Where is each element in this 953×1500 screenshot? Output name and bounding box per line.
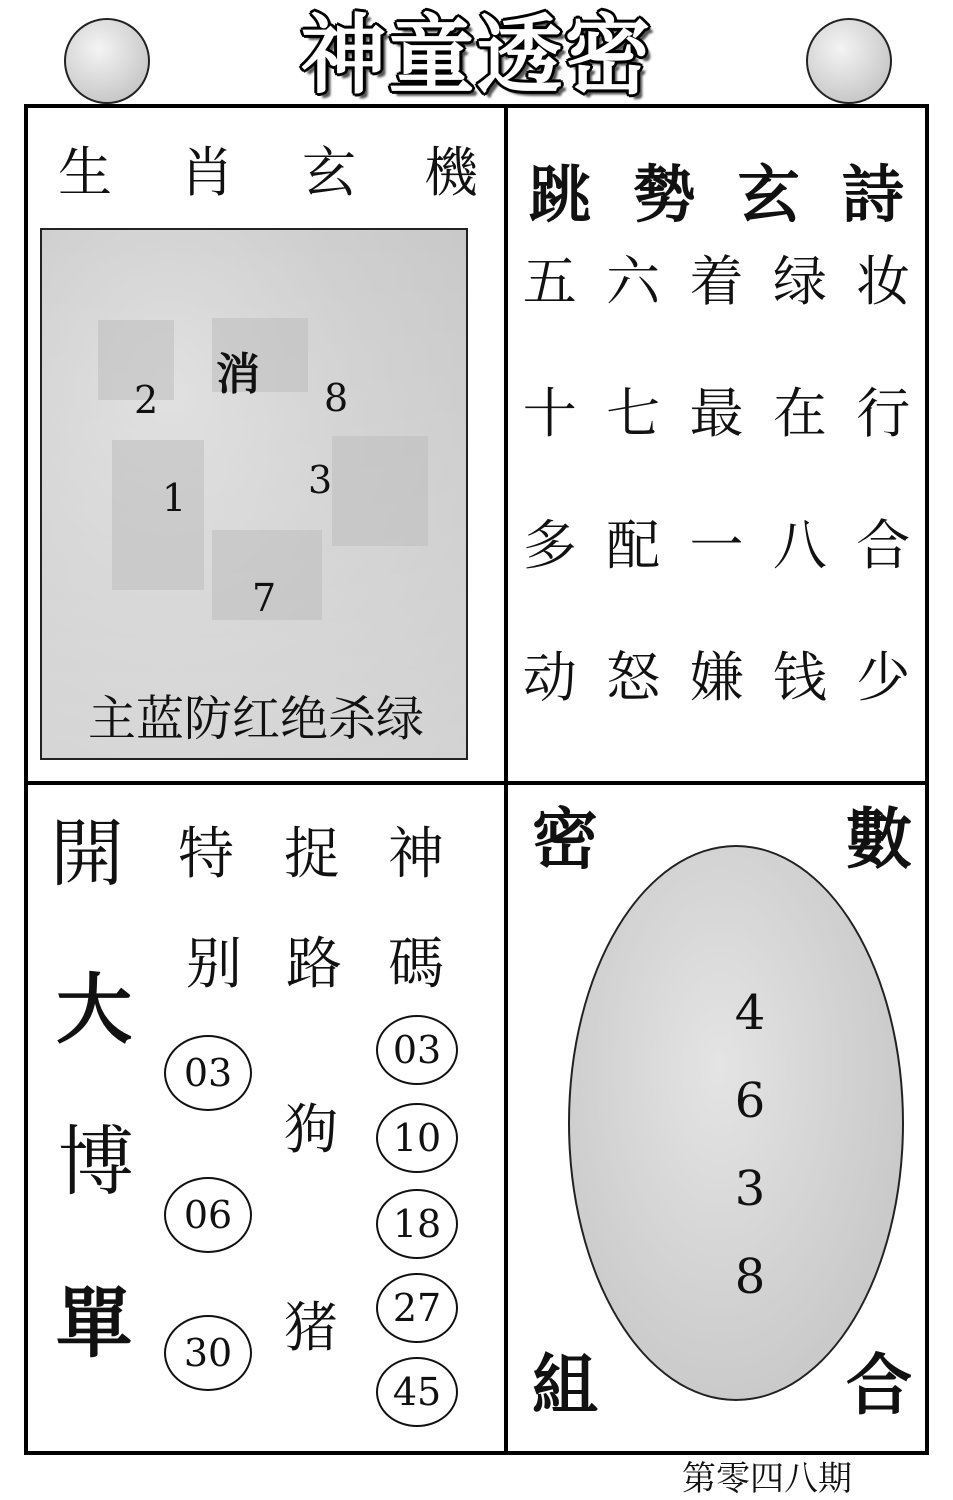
xiao-label: 消 [216,349,260,400]
zodiac-number: 7 [252,576,277,620]
zodiac-heading-char: 生 [58,141,112,204]
god-number-circle: 27 [376,1273,458,1343]
road-animal: 狗 [284,1098,338,1161]
corner-he: 合 [846,1347,912,1424]
special-col-head: 特 [178,822,234,887]
poem-char: 动 [522,646,577,709]
combo-panel [508,785,925,1451]
combo-number: 3 [734,1161,766,1217]
poem-line [508,512,925,580]
side-kai: 開 [50,811,124,897]
god-number-circle: 03 [376,1015,458,1085]
special-col-head: 别 [186,932,242,997]
main-frame [24,104,929,1455]
side-big: 大 [56,965,132,1054]
poem-heading-char: 勢 [633,158,696,231]
side-dan: 單 [56,1279,132,1368]
poem-char: 配 [606,514,661,577]
bet-panel [28,785,504,1451]
road-animal: 猪 [284,1296,338,1359]
combo-number: 4 [734,985,766,1041]
god-number-circle: 45 [376,1357,458,1427]
poem-heading [508,150,925,240]
corner-mi: 密 [532,801,598,878]
poem-panel [508,108,925,781]
poem-char: 多 [522,514,577,577]
god-col-head: 碼 [388,932,444,997]
side-bo: 博 [58,1117,134,1206]
poem-char: 十 [522,382,577,445]
poem-char: 绿 [772,250,827,313]
poem-char: 六 [606,250,661,313]
combo-number: 8 [734,1249,766,1305]
special-number-circle: 03 [164,1035,252,1111]
texture-patch [112,440,204,590]
poem-char: 七 [606,382,661,445]
poem-char: 合 [856,514,911,577]
poem-char: 嫌 [689,646,744,709]
poem-char: 着 [689,250,744,313]
special-number-circle: 30 [164,1315,252,1391]
road-col-head: 捉 [284,822,340,887]
combo-number: 6 [734,1073,766,1129]
god-col-head: 神 [388,822,444,887]
poem-char: 五 [522,250,577,313]
zodiac-heading-char: 玄 [302,141,356,204]
poem-char: 一 [689,514,744,577]
poem-line [508,380,925,448]
corner-zu: 組 [532,1347,598,1424]
road-col-head: 路 [286,932,342,997]
zodiac-heading-char: 機 [424,141,478,204]
zodiac-heading-char: 肖 [180,141,234,204]
poem-char: 少 [856,646,911,709]
poem-heading-char: 詩 [841,158,904,231]
poem-char: 妆 [856,250,911,313]
zodiac-number: 3 [308,458,333,502]
zodiac-number: 2 [134,378,159,422]
zodiac-slogan: 主蓝防红绝杀绿 [87,691,424,747]
texture-patch [332,436,428,546]
zodiac-number: 1 [162,476,187,520]
poem-char: 最 [689,382,744,445]
god-number-circle: 18 [376,1189,458,1259]
god-number-circle: 10 [376,1103,458,1173]
issue-number: 第零四八期 [682,1459,852,1499]
poem-line [508,644,925,712]
poem-char: 怒 [606,646,661,709]
poem-char: 行 [856,382,911,445]
zodiac-puzzle-box [40,228,468,760]
poem-heading-char: 跳 [529,158,592,231]
special-number-circle: 06 [164,1177,252,1253]
poem-char: 钱 [772,646,827,709]
zodiac-number: 8 [324,376,349,420]
poem-heading-char: 玄 [737,158,800,231]
page-title: 神童透密 [300,5,653,106]
corner-shu: 數 [846,801,912,878]
poem-char: 八 [772,514,827,577]
poem-char: 在 [772,382,827,445]
zodiac-heading [58,138,478,208]
poem-line [508,248,925,316]
